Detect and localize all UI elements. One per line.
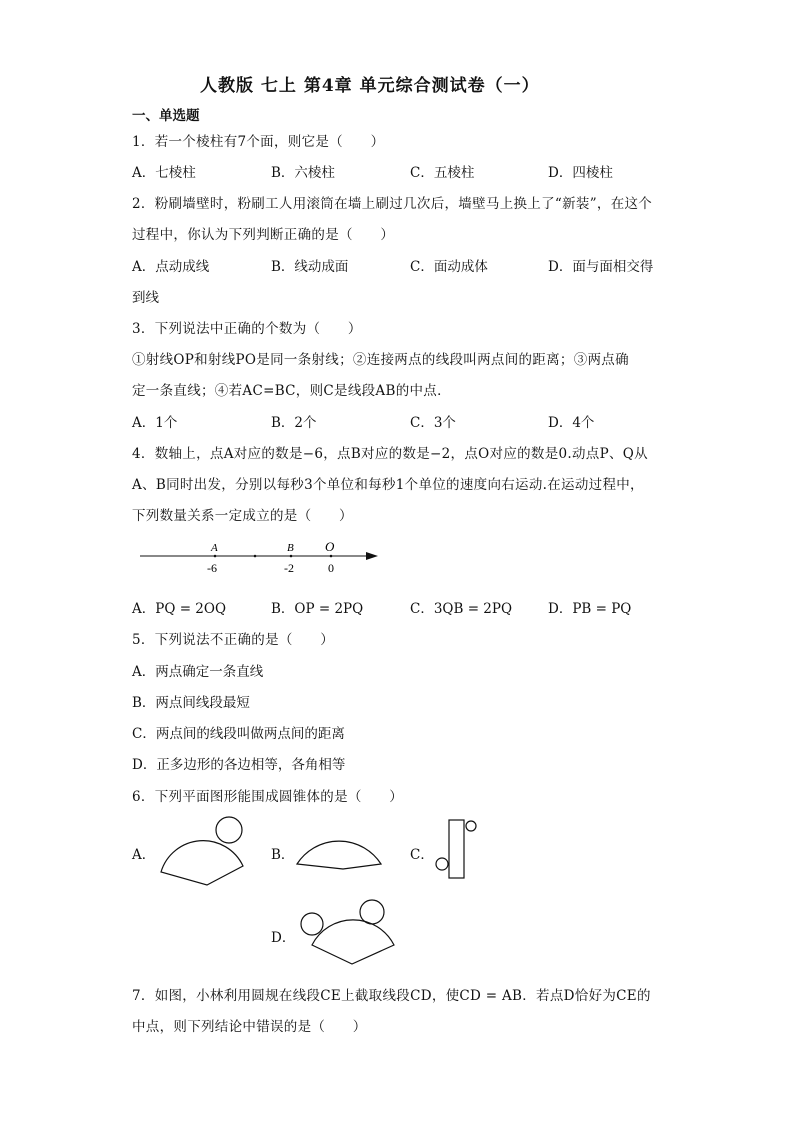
q5-option-d: D．正多边形的各边相等，各角相等 xyxy=(132,757,346,773)
q2-option-a: A．点动成线 xyxy=(132,259,210,275)
q5-option-c: C．两点间的线段叫做两点间的距离 xyxy=(132,726,345,742)
q6-label-c: C． xyxy=(410,847,434,863)
question-2-stem-line1: 2．粉刷墙壁时，粉刷工人用滚筒在墙上刷过几次后，墙壁马上换上了“新装”，在这个 xyxy=(132,196,653,212)
question-7-stem-line2: 中点，则下列结论中错误的是（ ） xyxy=(132,1019,367,1035)
q4-option-b: B．OP = 2PQ xyxy=(271,601,364,617)
sector-shape xyxy=(161,841,243,885)
q6-figure-d xyxy=(296,895,400,970)
sector-shape xyxy=(297,841,381,869)
q3-option-d: D．4个 xyxy=(548,415,595,431)
q1-option-d: D．四棱柱 xyxy=(548,165,613,181)
question-2-stem-line2: 过程中，你认为下列判断正确的是（ ） xyxy=(132,227,395,243)
question-4-stem-line1: 4．数轴上，点A对应的数是−6，点B对应的数是−2，点O对应的数是0.动点P、Q从 xyxy=(132,446,648,462)
point-a-label: A xyxy=(211,542,218,554)
q5-option-b: B．两点间线段最短 xyxy=(132,695,250,711)
point-b-dot xyxy=(290,555,293,558)
question-3-body-line2: 定一条直线；④若AC=BC，则C是线段AB的中点． xyxy=(132,383,451,399)
q4-option-d: D．PB = PQ xyxy=(548,601,632,617)
section-heading: 一、单选题 xyxy=(132,108,200,124)
small-circle-top xyxy=(466,821,476,831)
question-5-stem: 5．下列说法不正确的是（ ） xyxy=(132,632,335,648)
point-b-label: B xyxy=(287,542,294,554)
q3-option-b: B．2个 xyxy=(271,415,317,431)
rectangle-shape xyxy=(449,820,464,878)
q6-label-b: B． xyxy=(271,847,295,863)
q3-option-a: A．1个 xyxy=(132,415,178,431)
sector-shape xyxy=(312,920,394,964)
q1-option-a: A．七棱柱 xyxy=(132,165,196,181)
q6-figure-c xyxy=(433,816,481,882)
q6-figure-b xyxy=(293,822,385,872)
number-line-arrowhead xyxy=(366,552,378,560)
q2-option-c: C．面动成体 xyxy=(410,259,488,275)
circle-shape xyxy=(216,817,242,843)
q4-option-c: C．3QB = 2PQ xyxy=(410,601,513,617)
circle-right xyxy=(360,900,384,924)
q5-option-a: A．两点确定一条直线 xyxy=(132,664,264,680)
q3-option-c: C．3个 xyxy=(410,415,456,431)
point-o-dot xyxy=(330,555,333,558)
circle-left xyxy=(301,913,323,935)
question-1-stem: 1．若一个棱柱有7个面，则它是（ ） xyxy=(132,134,385,150)
point-b-value: -2 xyxy=(284,561,294,575)
q6-figure-a xyxy=(155,812,250,887)
number-line-figure xyxy=(135,536,385,578)
point-o-label: O xyxy=(325,539,335,554)
point-a-value: -6 xyxy=(207,561,217,575)
q1-option-b: B．六棱柱 xyxy=(271,165,335,181)
q1-option-c: C．五棱柱 xyxy=(410,165,475,181)
point-a-dot xyxy=(214,555,217,558)
q2-option-b: B．线动成面 xyxy=(271,259,349,275)
question-3-body-line1: ①射线OP和射线PO是同一条射线；②连接两点的线段叫两点间的距离；③两点确 xyxy=(132,352,629,368)
question-6-stem: 6．下列平面图形能围成圆锥体的是（ ） xyxy=(132,789,404,805)
point-mid-dot xyxy=(254,555,257,558)
q2-option-d: D．面与面相交得 xyxy=(548,259,654,275)
question-7-stem-line1: 7．如图，小林利用圆规在线段CE上截取线段CD，使CD = AB．若点D恰好为CE的 xyxy=(132,988,651,1004)
question-3-stem: 3．下列说法中正确的个数为（ ） xyxy=(132,321,362,337)
question-4-stem-line3: 下列数量关系一定成立的是（ ） xyxy=(132,508,353,524)
page-title: 人教版 七上 第4章 单元综合测试卷（一） xyxy=(200,76,540,96)
point-o-value: 0 xyxy=(328,561,334,575)
question-4-stem-line2: A、B同时出发，分别以每秒3个单位和每秒1个单位的速度向右运动.在运动过程中， xyxy=(132,477,644,493)
q4-option-a: A．PQ = 2OQ xyxy=(132,601,227,617)
small-circle-bottom xyxy=(436,858,448,870)
q2-option-d-continued: 到线 xyxy=(132,290,159,306)
q6-label-a: A． xyxy=(132,847,156,863)
q6-label-d: D． xyxy=(271,930,296,946)
